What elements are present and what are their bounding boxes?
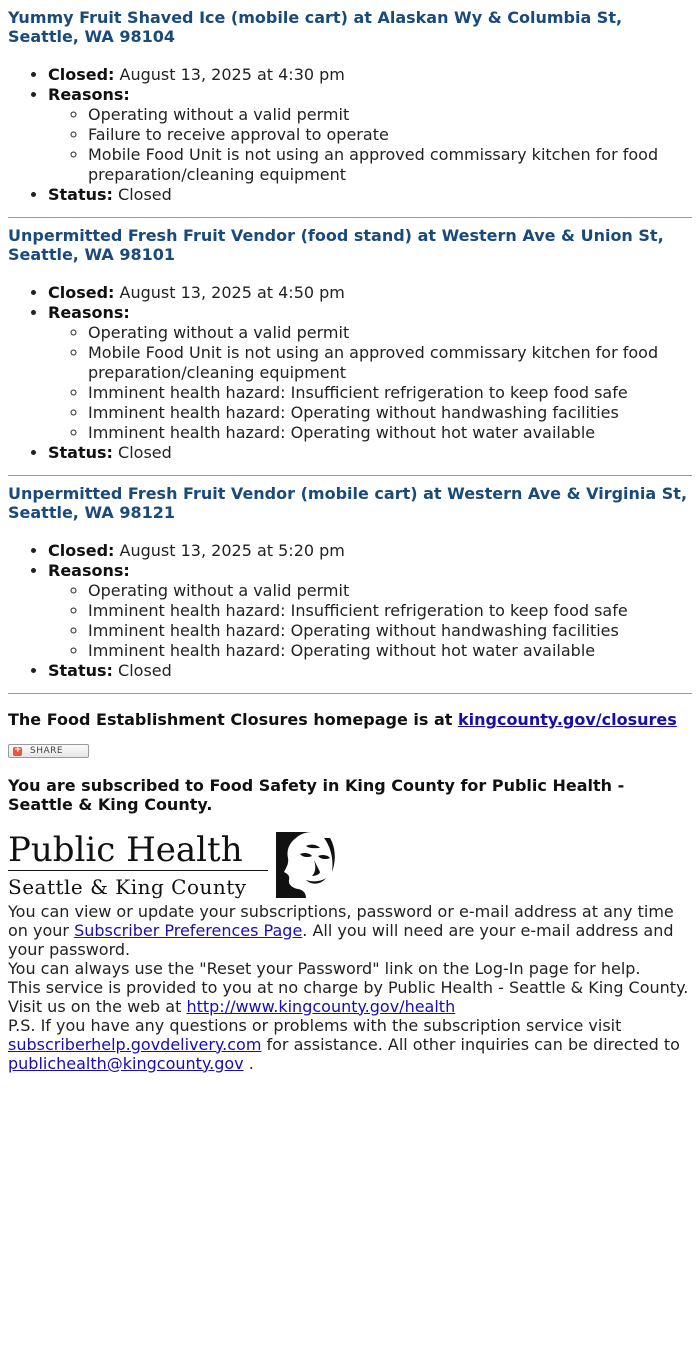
reason-item: ◦ Operating without a valid permit [88,105,692,125]
reasons-list [48,581,692,661]
publichealth-email-link[interactable]: publichealth@kingcounty.gov [8,1053,244,1073]
closure-entry [8,476,692,694]
status-row-label: Status: [48,185,113,204]
status-row-value: Closed [118,443,172,462]
share-plus-icon [13,747,22,756]
logo-subtitle: Seattle & King County [8,874,247,899]
closure-entry [8,218,692,476]
reasons-row [48,85,692,185]
closure-details [8,283,692,463]
closures-list [8,0,692,694]
reason-item: ◦ Imminent health hazard: Insufficient refrigeration to keep food safe [88,601,692,621]
reason-item: ◦ Failure to receive approval to operate [88,125,692,145]
ps-text-middle: for assistance. All other inquiries can be directed to [266,1034,680,1054]
closed-row-value: August 13, 2025 at 4:50 pm [119,283,345,302]
status-row-value: Closed [118,185,172,204]
closure-entry [8,0,692,218]
section-divider [8,693,692,694]
reason-item: ◦ Imminent health hazard: Operating without hot water available [88,641,692,661]
face-silhouette-icon [276,832,342,898]
reasons-list [48,105,692,185]
reasons-row-label: Reasons: [48,85,130,104]
public-health-logo [8,829,692,902]
prefs-text-before: You can view or update your subscriptions, password or e-mail address at any time on your [8,901,674,940]
reason-item: ◦ Imminent health hazard: Operating without handwashing facilities [88,403,692,423]
closures-homepage-link[interactable]: kingcounty.gov/closures [457,710,677,729]
reasons-list [48,323,692,443]
reasons-row [48,303,692,443]
closed-row-value: August 13, 2025 at 5:20 pm [119,541,345,560]
closure-title: Unpermitted Fresh Fruit Vendor (food stand) at Western Ave & Union St, Seattle, WA 98101 [8,226,664,264]
reset-password-paragraph: You can always use the "Reset your Password" link on the Log-In page for help. [8,958,641,978]
subscription-notice: You are subscribed to Food Safety in King County for Public Health - Seattle & King County. [8,775,625,814]
closed-row-label: Closed: [48,541,115,560]
prefs-text-after: . All you will need are your e-mail address and your password. [8,920,674,959]
closure-details [8,541,692,681]
reason-item: ◦ Imminent health hazard: Operating without hot water available [88,423,692,443]
closure-title: Unpermitted Fresh Fruit Vendor (mobile cart) at Western Ave & Virginia St, Seattle, WA 98121 [8,484,688,522]
closed-row-label: Closed: [48,283,115,302]
status-row [48,661,692,681]
closure-title: Yummy Fruit Shaved Ice (mobile cart) at Alaskan Wy & Columbia St, Seattle, WA 98104 [8,8,623,46]
visit-paragraph [8,997,692,1016]
ps-text-before: P.S. If you have any questions or problems with the subscription service visit [8,1015,622,1035]
ps-text-after: . [248,1053,254,1073]
reason-item: ◦ Operating without a valid permit [88,323,692,343]
subscriber-preferences-link[interactable]: Subscriber Preferences Page [74,920,303,940]
reasons-row-label: Reasons: [48,561,130,580]
health-website-link[interactable]: http://www.kingcounty.gov/health [186,996,456,1016]
closure-details [8,65,692,205]
logo-divider [8,870,268,871]
reasons-row-label: Reasons: [48,303,130,322]
status-row-label: Status: [48,443,113,462]
subscriberhelp-link[interactable]: subscriberhelp.govdelivery.com [8,1034,262,1054]
reason-item: ◦ Operating without a valid permit [88,581,692,601]
service-paragraph: This service is provided to you at no charge by Public Health - Seattle & King County. [8,977,689,997]
closed-row-value: August 13, 2025 at 4:30 pm [119,65,345,84]
share-button[interactable] [8,744,89,758]
status-row-label: Status: [48,661,113,680]
closed-row [48,283,692,303]
reason-item: ◦ Mobile Food Unit is not using an approved commissary kitchen for food preparation/cleaning equipment [88,145,692,185]
closed-row [48,65,692,85]
status-row [48,443,692,463]
reason-item: ◦ Mobile Food Unit is not using an approved commissary kitchen for food preparation/cleaning equipment [88,343,692,383]
visit-text: Visit us on the web at [8,996,182,1016]
closed-row-label: Closed: [48,65,115,84]
reasons-row [48,561,692,661]
status-row [48,185,692,205]
reason-item: ◦ Imminent health hazard: Insufficient refrigeration to keep food safe [88,383,692,403]
reason-item: ◦ Imminent health hazard: Operating without handwashing facilities [88,621,692,641]
ps-paragraph [8,1016,692,1073]
homepage-line [8,710,692,730]
logo-title: Public Health [8,829,243,870]
status-row-value: Closed [118,661,172,680]
preferences-paragraph [8,902,692,959]
homepage-text: The Food Establishment Closures homepage is at [8,710,453,729]
closed-row [48,541,692,561]
share-label: SHARE [30,746,64,756]
